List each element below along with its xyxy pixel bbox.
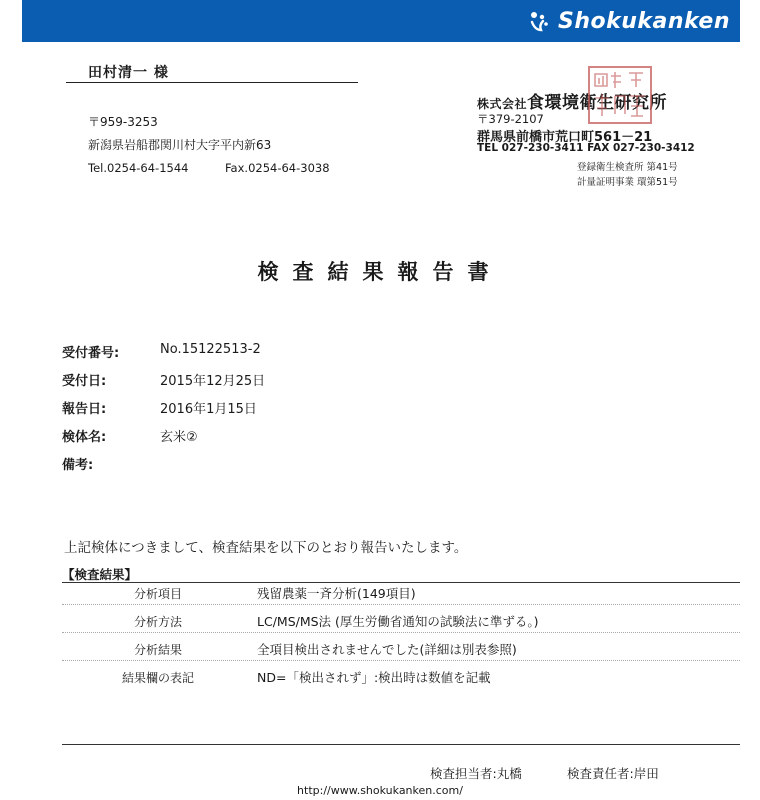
row-divider — [62, 632, 740, 633]
company-registration-1: 登録衛生検査所 第41号 — [577, 162, 678, 173]
remarks-label: 備考: — [62, 458, 94, 473]
result-row-label: 分析方法 — [133, 615, 182, 629]
brand-logo — [526, 6, 730, 36]
result-row-value: LC/MS/MS法 (厚生労働省通知の試験法に準ずる。) — [257, 614, 539, 629]
receipt-date-label: 受付日: — [62, 374, 107, 389]
sample-name-label: 検体名: — [62, 430, 107, 445]
company-registration-2: 計量証明事業 環第51号 — [577, 177, 678, 188]
recipient-postal: 〒959-3253 — [88, 115, 158, 129]
result-row-value: ND=「検出されず」:検出時は数値を記載 — [257, 670, 491, 685]
company-postal: 〒379-2107 — [477, 112, 544, 126]
recipient-underline — [66, 82, 358, 83]
receipt-number-value: No.15122513-2 — [160, 342, 261, 357]
results-section-label: 【検査結果】 — [62, 567, 138, 582]
responsible-person-name: 検査責任者:岸田 — [567, 766, 659, 781]
document-title: 検査結果報告書 — [257, 260, 503, 284]
intro-text: 上記検体につきまして、検査結果を以下のとおり報告いたします。 — [64, 540, 468, 556]
sample-name-value: 玄米② — [160, 430, 198, 445]
recipient-address: 新潟県岩船郡関川村大字平内新63 — [88, 138, 272, 152]
inspector-name: 検査担当者:丸橋 — [430, 766, 522, 781]
recipient-name: 田村清一 様 — [88, 65, 169, 81]
company-tel-fax: TEL 027-230-3411 FAX 027-230-3412 — [477, 142, 695, 154]
recipient-tel: Tel.0254-64-1544 — [88, 161, 189, 175]
row-divider — [62, 604, 740, 605]
company-seal-stamp-icon — [585, 64, 655, 126]
company-address: 群馬県前橋市荒口町561－21 — [477, 130, 653, 145]
report-date-label: 報告日: — [62, 402, 107, 417]
report-date-value: 2016年1月15日 — [160, 402, 257, 417]
results-top-rule — [62, 582, 740, 583]
brand-name: Shokukanken — [558, 8, 730, 34]
result-row-value: 全項目検出されませんでした(詳細は別表参照) — [257, 642, 517, 657]
result-row-label: 分析項目 — [133, 587, 182, 601]
recipient-fax: Fax.0254-64-3038 — [225, 161, 330, 175]
footer-url-link[interactable]: http://www.shokukanken.com/ — [297, 784, 463, 797]
result-row-label: 分析結果 — [133, 643, 182, 657]
brand-mark-icon — [526, 8, 552, 34]
result-row-label: 結果欄の表記 — [121, 671, 194, 685]
company-prefix: 株式会社 — [477, 97, 528, 111]
result-row-value: 残留農薬一斉分析(149項目) — [257, 586, 416, 601]
receipt-date-value: 2015年12月25日 — [160, 374, 266, 389]
company-main-name: 食環境衛生研究所 — [527, 93, 668, 113]
receipt-number-label: 受付番号: — [62, 346, 120, 361]
row-divider — [62, 660, 740, 661]
results-bottom-rule — [62, 744, 740, 745]
